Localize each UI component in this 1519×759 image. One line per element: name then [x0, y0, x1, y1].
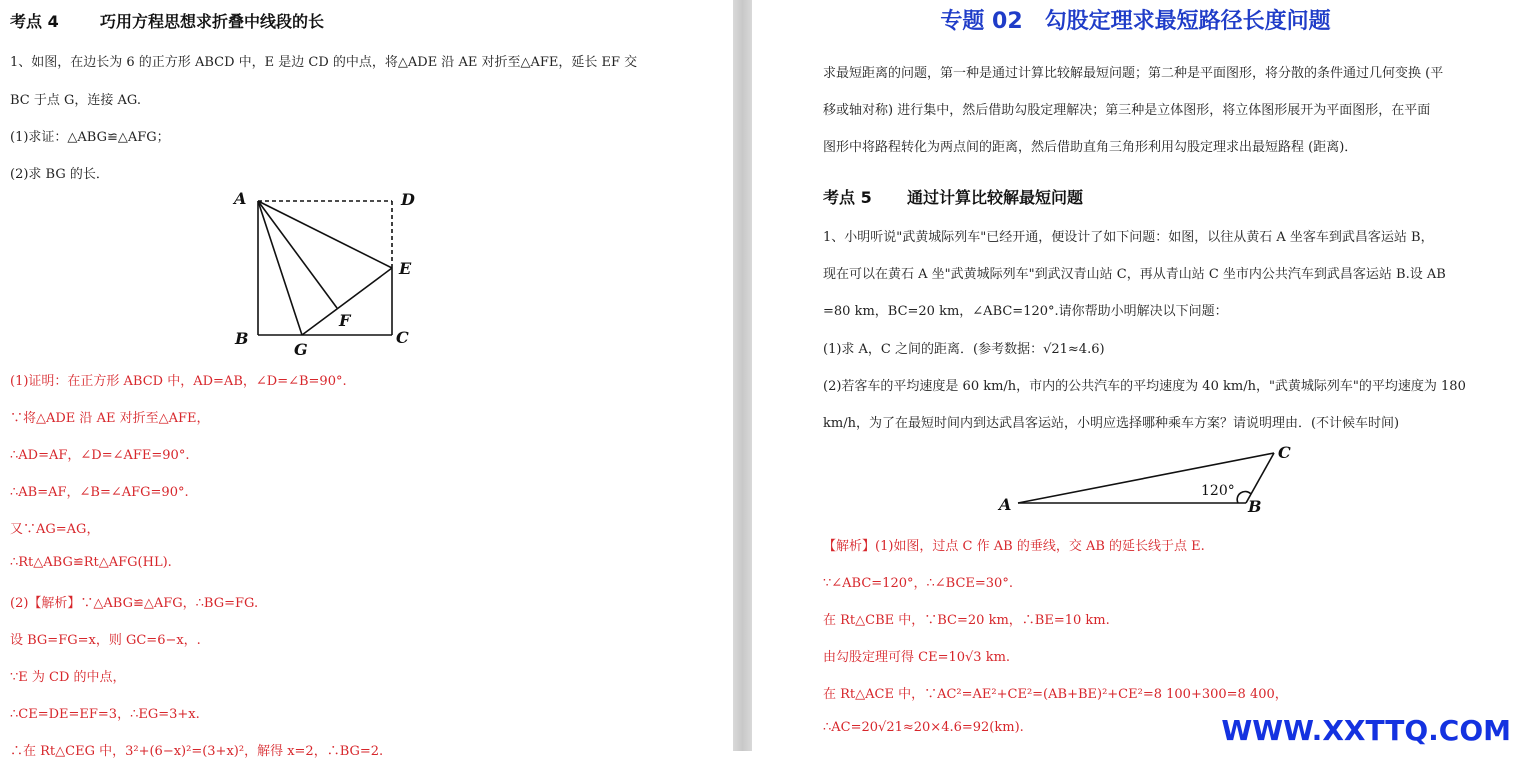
- label-c: C: [1278, 443, 1291, 462]
- label-g: G: [294, 340, 308, 359]
- section-number: 考点 4: [10, 12, 59, 31]
- label-b: B: [1248, 497, 1262, 516]
- section-heading-5: [823, 185, 1083, 208]
- label-b: B: [235, 329, 249, 348]
- solution-line: (1)证明：在正方形 ABCD 中，AD=AB，∠D=∠B=90°.: [10, 374, 347, 389]
- solution-line: ∵将△ADE 沿 AE 对折至△AFE，: [10, 411, 210, 426]
- question-2: (2)若客车的平均速度是 60 km/h，市内的公共汽车的平均速度为 40 km/h，"武黄城际列车"的平均速度为 180: [823, 379, 1466, 394]
- segment-ac: [1018, 453, 1274, 503]
- label-f: F: [339, 311, 351, 330]
- label-a: A: [999, 495, 1012, 514]
- section-number: 考点 5: [823, 188, 872, 207]
- label-e: E: [399, 259, 412, 278]
- square-fold-figure: [0, 180, 733, 360]
- label-a: A: [234, 189, 247, 208]
- label-d: D: [401, 190, 415, 209]
- page-gutter: [733, 0, 752, 751]
- solution-line: ∴AB=AF，∠B=∠AFG=90°.: [10, 485, 189, 500]
- problem-line: 现在可以在黄石 A 坐"武黄城际列车"到武汉青山站 C，再从青山站 C 坐市内公共汽车到武昌客运站 B.设 AB: [823, 267, 1446, 282]
- question-2: (2)求 BG 的长．: [10, 167, 109, 182]
- label-c: C: [396, 328, 409, 347]
- segment-ag: [258, 201, 302, 335]
- intro-line: 移或轴对称) 进行集中，然后借助勾股定理解决；第三种是立体图形，将立体图形展开为平面图形，在平面: [823, 103, 1431, 118]
- section-heading-4: [10, 9, 324, 32]
- problem-line: =80 km，BC=20 km，∠ABC=120°.请你帮助小明解决以下问题：: [823, 304, 1228, 319]
- solution-line: 在 Rt△ACE 中，∵AC²=AE²+CE²=(AB+BE)²+CE²=8 100+300=8 400，: [823, 687, 1288, 702]
- segment-bc: [1246, 453, 1274, 503]
- section-title: 巧用方程思想求折叠中线段的长: [100, 12, 325, 31]
- watermark: WWW.XXTTQ.COM: [1221, 714, 1511, 747]
- section-title: 通过计算比较解最短问题: [907, 188, 1084, 207]
- segment-af: [258, 201, 337, 308]
- segment-ae: [258, 201, 392, 268]
- right-page: [752, 0, 1519, 751]
- problem-line: BC 于点 G，连接 AG.: [10, 93, 141, 108]
- problem-line: 1、小明听说"武黄城际列车"已经开通，便设计了如下问题：如图，以往从黄石 A 坐客车到武昌客运站 B，: [823, 230, 1434, 245]
- angle-label: 120°: [1201, 483, 1235, 499]
- solution-line: (2)【解析】∵△ABG≌△AFG，∴BG=FG.: [10, 596, 259, 611]
- solution-line: 又∵AG=AG，: [10, 522, 100, 537]
- solution-line: 【解析】(1)如图，过点 C 作 AB 的垂线，交 AB 的延长线于点 E.: [823, 539, 1205, 554]
- solution-line: 由勾股定理可得 CE=10√3 km.: [823, 650, 1011, 665]
- solution-line: ∴AC=20√21≈20×4.6=92(km).: [823, 720, 1024, 735]
- left-page: [0, 0, 733, 759]
- question-1: (1)求证：△ABG≌△AFG；: [10, 130, 170, 145]
- intro-line: 求最短距离的问题，第一种是通过计算比较解最短问题；第二种是平面图形，将分散的条件通过几何变换 (平: [823, 66, 1444, 81]
- page-title: 专题 02 勾股定理求最短路径长度问题: [940, 9, 1331, 34]
- question-2: km/h，为了在最短时间内到达武昌客运站，小明应选择哪种乘车方案？请说明理由．(不计候车时间): [823, 416, 1400, 431]
- solution-line: ∵∠ABC=120°，∴∠BCE=30°.: [823, 576, 1013, 591]
- solution-line: ∴在 Rt△CEG 中，3²+(6−x)²=(3+x)²，解得 x=2，∴BG=2.: [10, 744, 384, 759]
- solution-line: 设 BG=FG=x，则 GC=6−x，.: [10, 633, 201, 648]
- solution-line: ∴Rt△ABG≌Rt△AFG(HL).: [10, 555, 172, 570]
- intro-line: 图形中将路程转化为两点间的距离，然后借助直角三角形利用勾股定理求出最短路程 (距离)．: [823, 140, 1358, 155]
- question-1: (1)求 A，C 之间的距离．(参考数据：√21≈4.6): [823, 342, 1105, 357]
- solution-line: ∴AD=AF，∠D=∠AFE=90°.: [10, 448, 190, 463]
- problem-line: 1、如图，在边长为 6 的正方形 ABCD 中，E 是边 CD 的中点，将△ADE 沿 AE 对折至△AFE，延长 EF 交: [10, 55, 638, 70]
- solution-line: 在 Rt△CBE 中，∵BC=20 km，∴BE=10 km.: [823, 613, 1110, 628]
- triangle-figure: [752, 440, 1519, 520]
- solution-line: ∵E 为 CD 的中点，: [10, 670, 126, 685]
- solution-line: ∴CE=DE=EF=3，∴EG=3+x.: [10, 707, 200, 722]
